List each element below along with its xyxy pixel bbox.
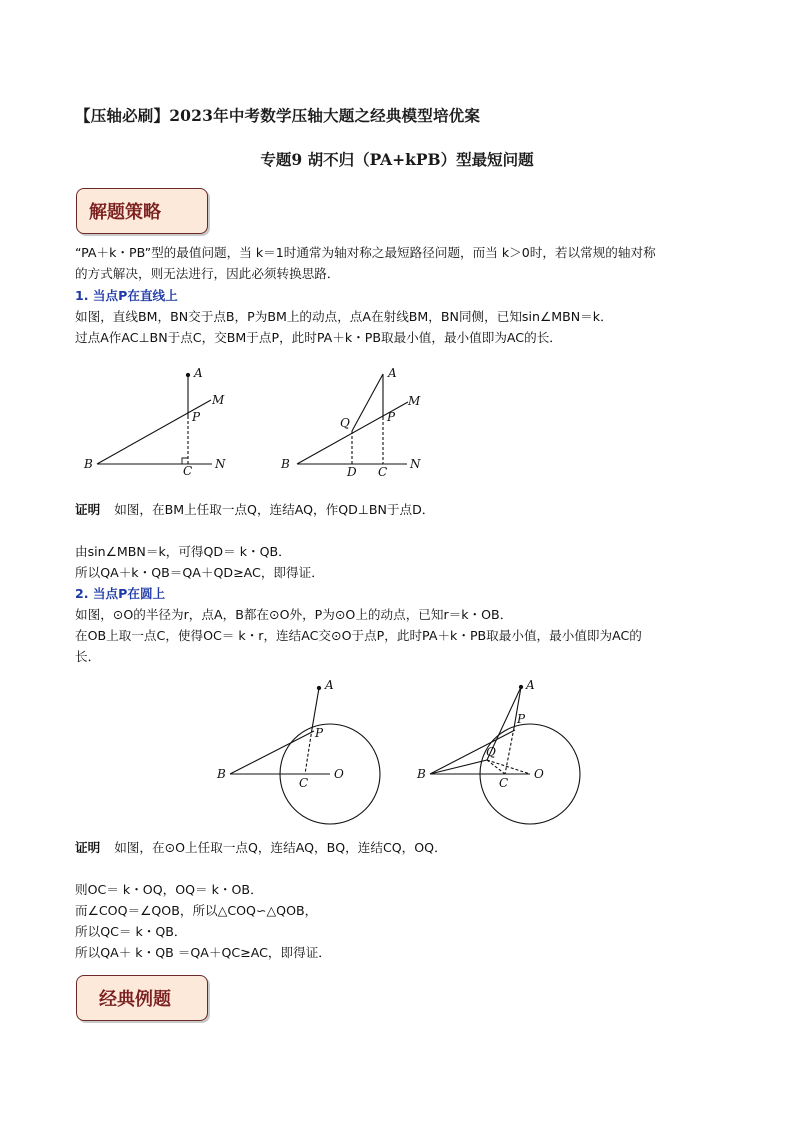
- fig2-label-p: P: [387, 410, 396, 424]
- fig2-label-b: B: [281, 457, 290, 471]
- fig4-tangent-b: [430, 730, 515, 774]
- case1-line-1: 如图，直线BM，BN交于点B，P为BM上的动点，点A在射线BM，BN同侧，已知sin∠MBN＝k．: [75, 309, 613, 324]
- section-label-examples-text: 经典例题: [99, 989, 171, 1010]
- fig4-segment-qo: [487, 760, 530, 774]
- figures-line-case: [75, 360, 435, 480]
- case2-line-1: 如图，⊙O的半径为r，点A，B都在⊙O外，P为⊙O上的动点，已知r＝k・OB．: [75, 607, 513, 622]
- section-label-strategy-text: 解题策略: [89, 202, 161, 223]
- fig2-label-n: N: [410, 457, 421, 471]
- fig1-label-p: P: [192, 410, 201, 424]
- case1-heading: 1. 当点P在直线上: [75, 288, 178, 303]
- fig1-label-a: A: [194, 366, 203, 380]
- fig1-label-c: C: [183, 464, 193, 478]
- case2-heading: 2. 当点P在圆上: [75, 586, 166, 601]
- intro-line-2: 的方式解决，则无法进行，因此必须转换思路．: [75, 266, 340, 281]
- case2-proof-line-4: 所以QC＝ k・QB．: [75, 924, 187, 939]
- figure-3: [230, 686, 380, 824]
- fig4-point-a: [519, 685, 522, 688]
- fig2-label-q: Q: [340, 416, 350, 430]
- case1-line-2: 过点A作AC⊥BN于点C，交BM于点P，此时PA＋k・PB取最小值，最小值即为AC的长．: [75, 330, 562, 345]
- fig4-label-o: O: [534, 767, 544, 781]
- fig2-label-d: D: [347, 465, 357, 479]
- fig1-label-b: B: [84, 457, 93, 471]
- intro-line-1: “PA＋k・PB”型的最值问题，当 k＝1时通常为轴对称之最短路径问题，而当 k＞0时，若以常规的轴对称: [75, 245, 656, 260]
- case1-proof-line-3: 所以QA＋k・QB＝QA＋QD≥AC，即得证．: [75, 565, 324, 580]
- case1-proof-label: 证明: [75, 502, 101, 517]
- case2-proof-line-2: 则OC＝ k・OQ，OQ＝ k・OB．: [75, 882, 263, 897]
- case2-line-3: 长．: [75, 649, 101, 664]
- case2-proof-line-3: 而∠COQ＝∠QOB，所以△COQ∽△QOB，: [75, 903, 318, 918]
- case2-proof-text-1: 如图，在⊙O上任取一点Q，连结AQ，BQ，连结CQ，OQ．: [114, 840, 447, 855]
- fig3-label-b: B: [217, 767, 226, 781]
- fig1-label-n: N: [215, 457, 226, 471]
- figures-circle-case: [205, 676, 595, 831]
- fig3-label-p: P: [315, 726, 324, 740]
- case2-line-2: 在OB上取一点C，使得OC＝ k・r，连结AC交⊙O于点P，此时PA＋k・PB取最小值，最小值即为AC的: [75, 628, 642, 643]
- fig3-tangent-b: [230, 731, 314, 774]
- case1-proof-line-2: 由sin∠MBN＝k，可得QD＝ k・QB．: [75, 544, 291, 559]
- case2-proof-line-5: 所以QA＋ k・QB ＝QA＋QC≥AC，即得证．: [75, 945, 331, 960]
- case2-proof-label: 证明: [75, 840, 101, 855]
- section-label-examples: [76, 975, 208, 1021]
- fig2-segment-aq: [352, 374, 383, 431]
- fig4-segment-bq: [430, 760, 487, 774]
- document-title: 【压轴必刷】2023年中考数学压轴大题之经典模型培优案: [75, 106, 481, 125]
- fig4-label-q: Q: [486, 745, 496, 759]
- fig3-segment-pc: [305, 729, 312, 774]
- fig4-label-a: A: [526, 678, 535, 692]
- fig2-label-c: C: [378, 465, 388, 479]
- fig4-segment-qc: [487, 760, 505, 774]
- fig3-point-a: [317, 686, 320, 689]
- fig2-label-m: M: [408, 394, 421, 408]
- fig1-label-m: M: [212, 393, 225, 407]
- figure-4: [430, 685, 580, 824]
- case1-proof-text-1: 如图，在BM上任取一点Q，连结AQ，作QD⊥BN于点D．: [114, 502, 435, 517]
- fig3-label-o: O: [334, 767, 344, 781]
- fig1-point-a: [186, 373, 189, 376]
- case1-proof-line-1: [75, 500, 434, 520]
- fig3-label-a: A: [325, 678, 334, 692]
- fig2-label-a: A: [388, 366, 397, 380]
- case2-proof-line-1: [75, 838, 447, 858]
- fig3-label-c: C: [299, 776, 309, 790]
- fig4-label-c: C: [499, 776, 509, 790]
- document-subtitle: 专题9 胡不归（PA+kPB）型最短问题: [260, 150, 534, 169]
- fig4-label-b: B: [417, 767, 426, 781]
- fig3-segment-ap: [312, 688, 319, 729]
- fig4-label-p: P: [517, 712, 526, 726]
- section-label-strategy: [76, 188, 208, 234]
